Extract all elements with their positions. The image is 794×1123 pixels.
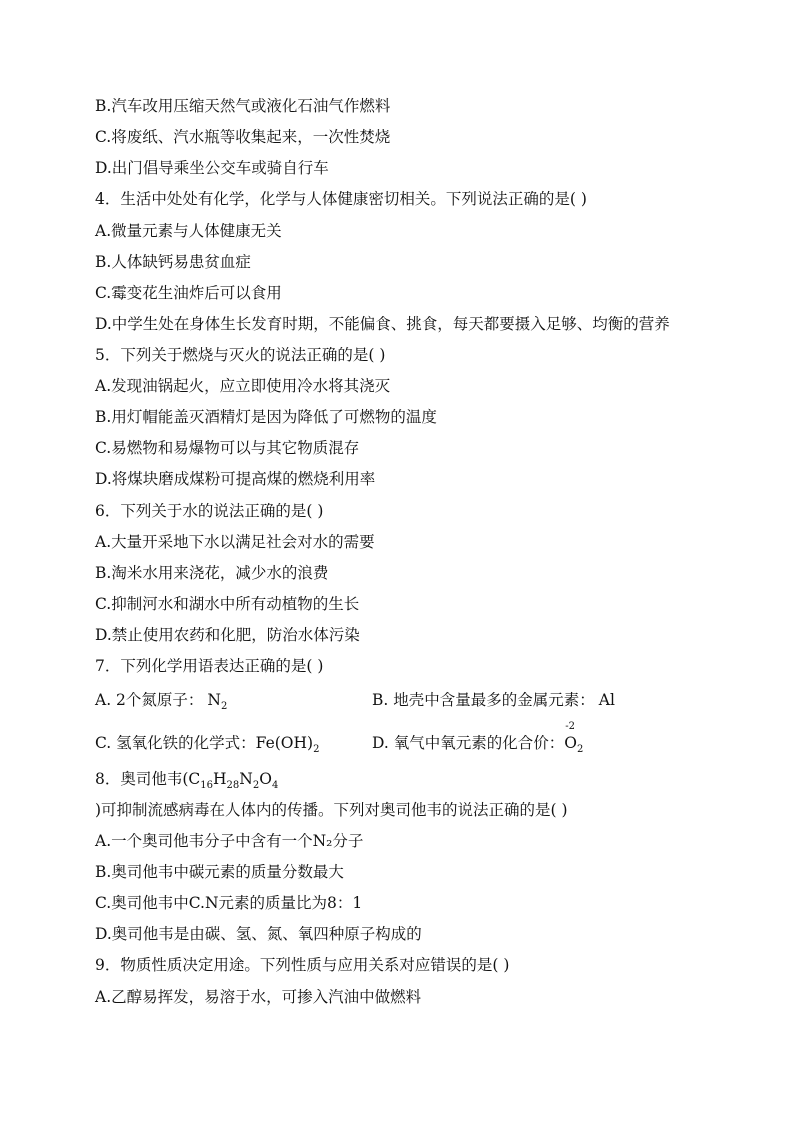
option-6b: B.淘米水用来浇花，减少水的浪费	[95, 564, 329, 582]
option-7c-text: C. 氢氧化铁的化学式：	[95, 734, 256, 752]
option-7d-text: D. 氧气中氧元素的化合价：	[372, 734, 565, 752]
formula-o2-valence	[564, 721, 584, 755]
subscript: 2	[220, 701, 228, 712]
option-8c: C.奥司他韦中C.N元素的质量比为8：1	[95, 894, 363, 912]
option-4d: D.中学生处在身体生长发育时期，不能偏食、挑食，每天都要摄入足够、均衡的营养	[95, 315, 670, 333]
option-3c: C.将废纸、汽水瓶等收集起来，一次性焚烧	[95, 128, 391, 146]
element-h: H	[213, 770, 227, 788]
formula-n2: N	[207, 691, 221, 709]
option-7c	[95, 731, 319, 755]
option-7d	[372, 721, 584, 755]
question-6: 6．下列关于水的说法正确的是( )	[95, 502, 324, 520]
question-8-prefix: 8．奥司他韦(C	[95, 770, 201, 788]
oxygen-symbol: O	[564, 734, 577, 752]
element-o: O	[259, 770, 272, 788]
option-8b: B.奥司他韦中碳元素的质量分数最大	[95, 863, 344, 881]
option-6d: D.禁止使用农药和化肥，防治水体污染	[95, 626, 360, 644]
option-4a: A.微量元素与人体健康无关	[95, 222, 282, 240]
option-4b: B.人体缺钙易患贫血症	[95, 253, 251, 271]
option-7a	[95, 688, 227, 712]
question-9: 9．物质性质决定用途。下列性质与应用关系对应错误的是( )	[95, 956, 510, 974]
option-5d: D.将煤块磨成煤粉可提高煤的燃烧利用率	[95, 470, 376, 488]
valence-mark: -2	[565, 721, 575, 732]
question-4: 4．生活中处处有化学，化学与人体健康密切相关。下列说法正确的是( )	[95, 190, 587, 208]
option-9a: A.乙醇易挥发，易溶于水，可掺入汽油中做燃料	[95, 988, 422, 1006]
option-8a: A.一个奥司他韦分子中含有一个N₂分子	[95, 832, 364, 850]
option-8d: D.奥司他韦是由碳、氢、氮、氧四种原子构成的	[95, 925, 422, 943]
subscript: 2	[313, 744, 320, 755]
option-5b: B.用灯帽能盖灭酒精灯是因为降低了可燃物的温度	[95, 408, 437, 426]
subscript: 2	[252, 780, 260, 791]
option-7a-text: A. 2个氮原子：	[95, 691, 204, 709]
subscript: 16	[200, 780, 214, 791]
option-3b: B.汽车改用压缩天然气或液化石油气作燃料	[95, 97, 391, 115]
subscript: 2	[576, 744, 584, 755]
option-5a: A.发现油锅起火，应立即使用冷水将其浇灭	[95, 377, 391, 395]
question-8-title	[95, 767, 278, 791]
option-6c: C.抑制河水和湖水中所有动植物的生长	[95, 595, 360, 613]
question-7: 7．下列化学用语表达正确的是( )	[95, 657, 324, 675]
subscript: 4	[271, 780, 279, 791]
option-6a: A.大量开采地下水以满足社会对水的需要	[95, 533, 375, 551]
subscript: 28	[226, 780, 240, 791]
question-8-body: )可抑制流感病毒在人体内的传播。下列对奥司他韦的说法正确的是( )	[95, 801, 568, 819]
option-7b-text: B. 地壳中含量最多的金属元素：	[372, 691, 595, 709]
element-n: N	[239, 770, 253, 788]
option-7b	[372, 688, 615, 712]
option-3d: D.出门倡导乘坐公交车或骑自行车	[95, 159, 329, 177]
question-5: 5．下列关于燃烧与灭火的说法正确的是( )	[95, 346, 386, 364]
option-4c: C.霉变花生油炸后可以食用	[95, 284, 282, 302]
option-5c: C.易燃物和易爆物可以与其它物质混存	[95, 439, 360, 457]
formula-feoh2: Fe(OH)	[255, 734, 314, 752]
formula-al: Al	[598, 691, 615, 709]
